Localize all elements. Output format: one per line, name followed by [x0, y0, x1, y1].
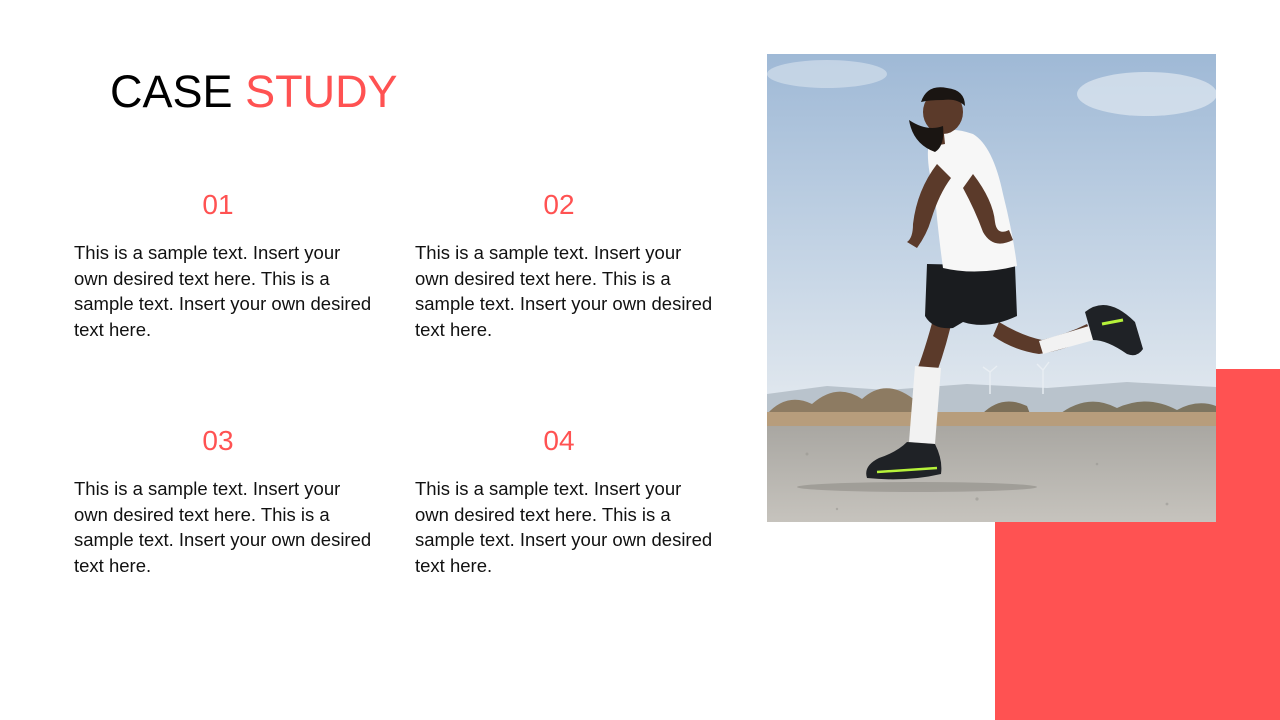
item-text-1: This is a sample text. Insert your own desired text here. This is a sample text. Insert your own desired text here.: [74, 242, 372, 340]
item-number-3: 03: [202, 425, 234, 456]
item-number-1: 01: [202, 189, 234, 220]
item-text-3: This is a sample text. Insert your own desired text here. This is a sample text. Insert your own desired text here.: [74, 478, 372, 576]
item-number-2: 02: [543, 189, 575, 220]
accent-block-side: [1216, 369, 1280, 522]
accent-block-bottom: [995, 522, 1280, 720]
item-text-4: This is a sample text. Insert your own desired text here. This is a sample text. Insert your own desired text here.: [415, 478, 713, 576]
item-text-2: This is a sample text. Insert your own desired text here. This is a sample text. Insert your own desired text here.: [415, 242, 713, 340]
slide-title: [110, 62, 398, 122]
item-number-4: 04: [543, 425, 575, 456]
title-word-case: CASE: [110, 66, 233, 117]
title-word-study: STUDY: [245, 66, 398, 117]
runner-photo: [767, 54, 1216, 522]
